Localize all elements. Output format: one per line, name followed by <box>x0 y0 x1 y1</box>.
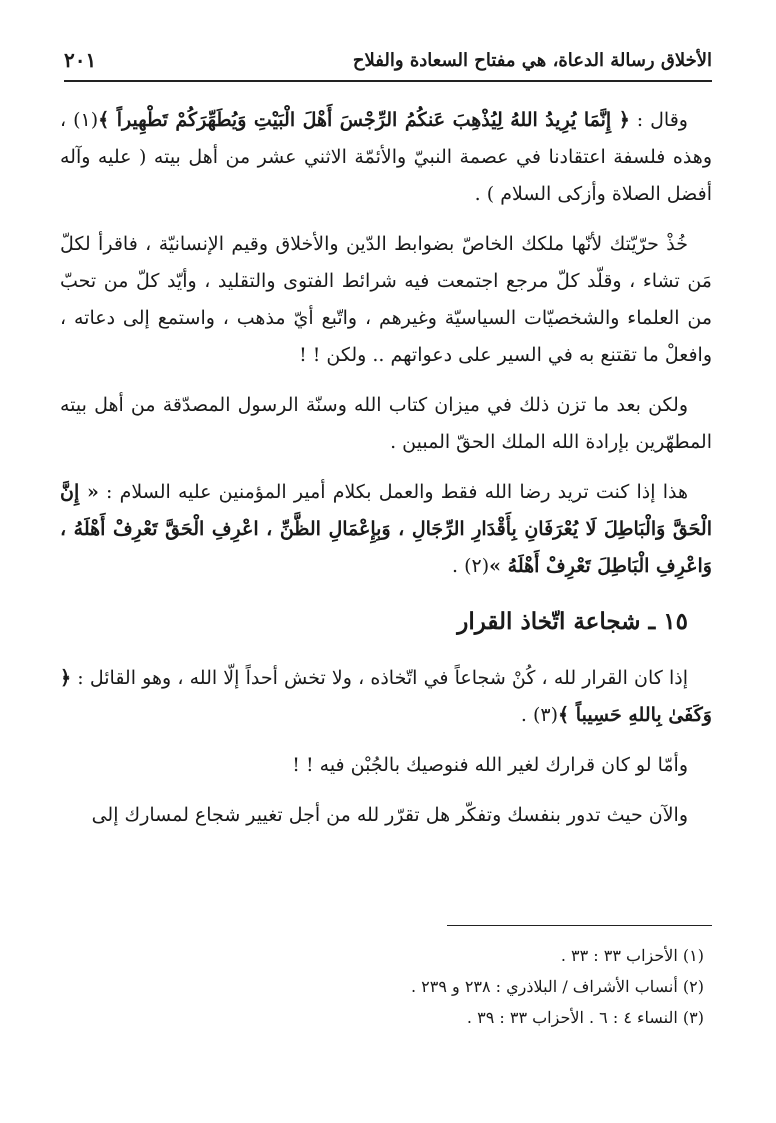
footnote-ref: (١) ، <box>60 109 99 131</box>
main-text <box>60 102 712 847</box>
hadith-quote: « إِنَّ الْحَقَّ وَالْبَاطِلَ لَا يُعْرَفَانِ بِأَقْدَارِ الرِّجَالِ ، وَبِإِعْمَالِ الظَّنِّ ، اعْرِفِ الْحَقَّ تَعْرِفْ أَهْلَهُ ، وَاعْرِفِ الْبَاطِلَ تَعْرِفْ أَهْلَهُ » <box>60 481 712 577</box>
paragraph: ولكن بعد ما تزن ذلك في ميزان كتاب الله وسنّة الرسول المصدّقة من أهل بيته المطهّرين بإرادة الله الملك الحقّ المبين . <box>60 394 712 453</box>
paragraph: والآن حيث تدور بنفسك وتفكّر هل تقرّر لله من أجل تغيير شجاع لمسارك إلى <box>91 804 688 826</box>
footnote-ref: (٢) . <box>452 555 490 577</box>
running-title: الأخلاق رسالة الدعاة، هي مفتاح السعادة والفلاح <box>352 49 712 71</box>
footnote: (١) الأحزاب ٣٣ : ٣٣ . <box>560 946 704 965</box>
footnote: (٣) النساء ٤ : ٦ . الأحزاب ٣٣ : ٣٩ . <box>466 1008 704 1027</box>
paragraph: خُذْ حرّيّتك لأنّها ملكك الخاصّ بضوابط الدّين والأخلاق وقيم الإنسانيّة ، فاقرأ لكلّ مَن تشاء ، وقلّد كلّ مرجع اجتمعت فيه شرائط الفتوى والتقليد ، وأيّد كلّ من تحبّ من العلماء والشخصيّات السياسيّة وغيرهم ، واتّبع أيّ مذهب ، واستمع إلى دعاته ، وافعلْ ما تقتنع به في السير على دعواتهم .. ولكن ! ! <box>60 233 712 366</box>
section-heading: ١٥ ـ شجاعة اتّخاذ القرار <box>457 608 688 635</box>
paragraph: إذا كان القرار لله ، كُنْ شجاعاً في اتّخاذه ، ولا تخش أحداً إلّا الله ، وهو القائل : ﴿ وَكَفَىٰ بِاللهِ حَسِيباً ﴾(٣) . <box>60 667 712 726</box>
quran-quote: ﴿ وَكَفَىٰ بِاللهِ حَسِيباً ﴾ <box>60 667 712 726</box>
paragraph: وقال : ﴿ إِنَّمَا يُرِيدُ اللهُ لِيُذْهِبَ عَنكُمُ الرِّجْسَ أَهْلَ الْبَيْتِ وَيُطَهِّرَكُمْ تَطْهِيراً ﴾(١) ، وهذه فلسفة اعتقادنا في عصمة النبيّ والأئمّة الاثني عشر من أهل بيته ( عليه وآله أفضل الصلاة وأزكى السلام ) . <box>60 109 712 205</box>
page-header <box>64 40 712 82</box>
paragraph: هذا إذا كنت تريد رضا الله فقط والعمل بكلام أمير المؤمنين عليه السلام : « إِنَّ الْحَقَّ وَالْبَاطِلَ لَا يُعْرَفَانِ بِأَقْدَارِ الرِّجَالِ ، وَبِإِعْمَالِ الظَّنِّ ، اعْرِفِ الْحَقَّ تَعْرِفْ أَهْلَهُ ، وَاعْرِفِ الْبَاطِلَ تَعْرِفْ أَهْلَهُ »(٢) . <box>60 481 712 577</box>
page-number: ٢٠١ <box>64 48 97 72</box>
paragraph: وأمّا لو كان قرارك لغير الله فنوصيك بالجُبْن فيه ! ! <box>292 754 688 776</box>
footnote-ref: (٣) . <box>520 704 559 726</box>
footnote: (٢) أنساب الأشراف / البلاذري : ٢٣٨ و ٢٣٩ . <box>410 977 704 996</box>
quran-quote: ﴿ إِنَّمَا يُرِيدُ اللهُ لِيُذْهِبَ عَنكُمُ الرِّجْسَ أَهْلَ الْبَيْتِ وَيُطَهِّرَكُمْ تَطْهِيراً ﴾ <box>98 109 630 131</box>
footnote-divider <box>447 925 712 926</box>
footnotes <box>64 940 712 1033</box>
